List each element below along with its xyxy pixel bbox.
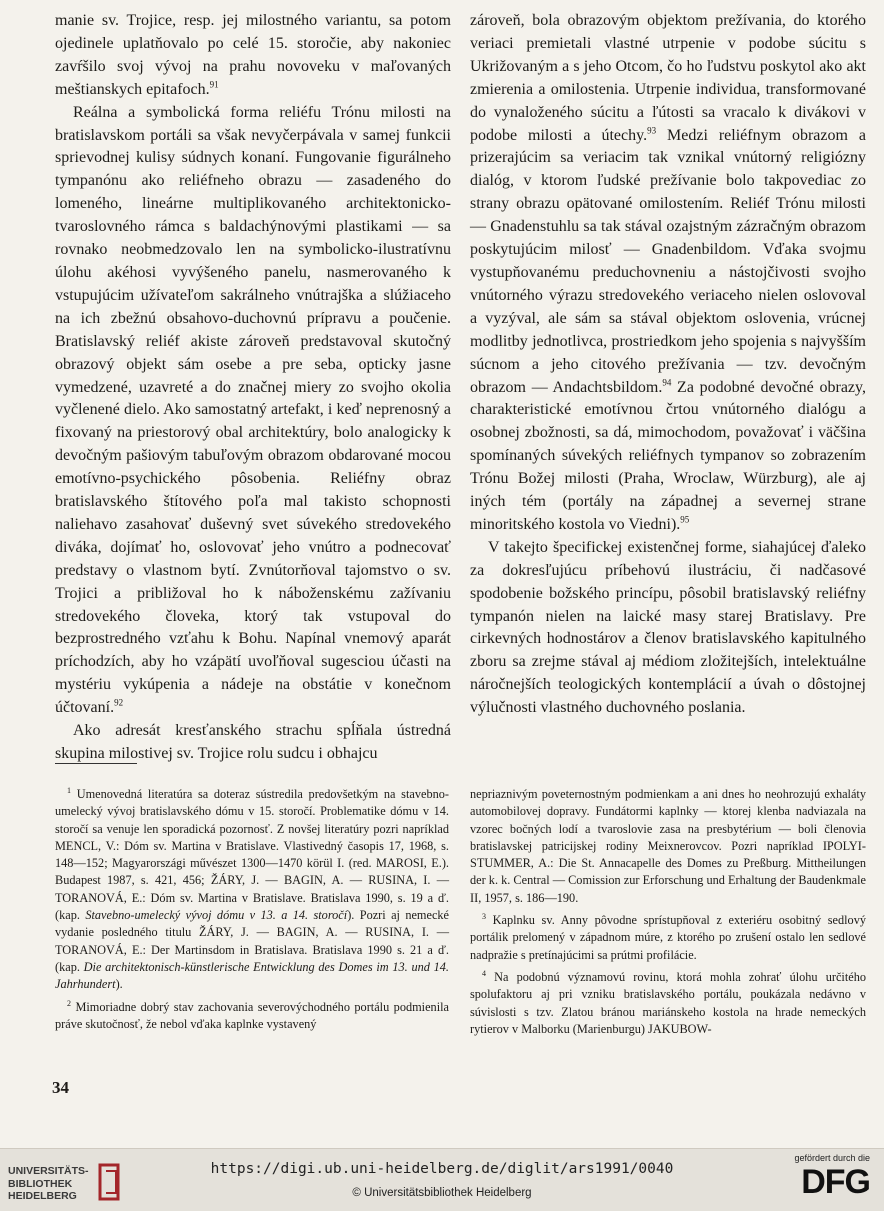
footnotes-right (470, 786, 866, 1043)
copyright-notice: © Universitätsbibliothek Heidelberg (352, 1187, 532, 1199)
page-number: 34 (52, 1078, 69, 1097)
paragraph: manie sv. Trojice, resp. jej milostného variantu, sa potom ojedinele uplatňovalo po celé 15. storočie, aby nakoniec zavŕšilo svoj vývoj na prahu novoveku v maľovaných meštianskych epitafoch.$^{91}$ (55, 12, 451, 98)
paragraph: V takejto špecifickej existenčnej forme, siahajúcej ďaleko za dokresľujúcu príbehovú ilustráciu, či nadčasové spodobenie božského princípu, pôsobil bratislavský reliéfny tympanón nielen na laické masy starej Bratislavy. Pre cirkevných hodnostárov a členov bratislavského kapitulného zboru sa zrejme stával aj médiom zložitejších, intelektuálne náročnejších teologických kontemplácií a úvah o dôstojnej výlučnosti vlastného duchovného poslania. (470, 538, 866, 717)
permalink-url[interactable]: https://digi.ub.uni-heidelberg.de/diglit/ars1991/0040 (210, 1161, 674, 1177)
viewer-footer (0, 1148, 884, 1211)
footnote-ref[interactable]: 94 (662, 377, 672, 388)
footnote-ref[interactable]: 93 (647, 125, 657, 136)
paragraph: Reálna a symbolická forma reliéfu Trónu milosti na bratislavskom portáli sa však nevyčerpávala v samej funkcii sprievodnej kulisy súdnych konaní. Fungovanie figurálneho tympanónu ako reliéfneho obrazu — zasadeného do lomeného, lineárne multiplikovaného architektonicko-tvaroslovného rámca s baldachýnovými plastikami — sa rovnako neobmedzovalo len na symbolicko-ilustratívnu úlohu akéhosi vyvýšeného panelu, nasmerovaného k vstupujúcim užívateľom sakrálneho vnútrajška a slúžiaceho na ich zbežnú obsahovo-duchovnú prípravu a poučenie. Bratislavský reliéf akiste zároveň predstavoval skutočný obrazový objekt sám osebe a pre seba, opticky jasne vymedzené, uzavreté a do značnej miery zo svojho okolia vyčlenené dielo. Ako samostatný artefakt, i keď neprenosný a fixovaný na priestorový obal architektúry, bolo analogicky k devočným pašiovým tabuľovým obrazom obdarované mocou emotívno-psychického pôsobenia. Reliéfny obraz bratislavského štítového poľa mal takisto schopnosti naliehavo zasahovať duševný svet súvekého stredovekého diváka, dojímať ho, oslovovať jeho vnútro a podnecovať predstavy o vlastnom bytí. Zvnútorňoval tajomstvo o sv. Trojici a približoval ho k náboženskému zažívaniu stredovekého človeka, ktorý tak vstupoval do bezprostredného vzťahu k Bohu. Napínal vnemový aparát príchodzích, aby ho vzápätí uvoľňoval sugesciou účasti na mystériu vykúpenia a nádeje na obstátie v konečnom účtovaní.$^{92}$ (55, 103, 451, 717)
footnote: $^1$ Umenovedná literatúra sa doteraz sústredila predovšetkým na stavebno-umelecký vývoj bratislavského dómu v 15. storočí. Problematike dómu v 14. storočí sa venuje len sporadická pozornosť. Z novšej literatúry pozri napríklad MENCL, V.: Dóm sv. Martina v Bratislave. Vlastivedný časopis 17, 1968, s. 148—152; Magyarországi művészet 1300—1470 körül I. (red. MAROSI, E.). Budapest 1987, s. 421, 456; ŽÁRY, J. — BAGIN, A. — RUSINA, I. — TORANOVÁ, E.: Dóm sv. Martina v Bratislave. Bratislava 1990, s. 19 a ď. (kap. Stavebno-umelecký vývoj dómu v 13. a 14. storočí). Pozri aj nemecké vydanie posledného titulu ŽÁRY, J. — BAGIN, A. — RUSINA, I. — TORANOVÁ, E.: Der Martinsdom in Bratislava. Bratislava 1990 s. 21 a ď. (kap. Die architektonisch-künstlerische Entwicklung des Domes im 13. und 14. Jahrhundert). (55, 785, 450, 992)
footnote: $^2$ Mimoriadne dobrý stav zachovania severovýchodného portálu podmienila práve skutočnosť, že nebol vďaka kaplnke vystavený (55, 998, 449, 1031)
paragraph: zároveň, bola obrazovým objektom prežívania, do ktorého veriaci premietali vlastné utrpenie v podobe súcitu s Ukrižovaným a s jeho Otcom, čo ho ľudstvu poskytol ako akt zmierenia a omilostenia. Utrpenie individua, transformované do vynaloženého súcitu a ľútosti sa vracalo k divákovi v podobe milosti a útechy.$^{93}$ Medzi reliéfnym obrazom a prizerajúcim sa veriacim tak vznikal vnútorný religiózny dialóg, v ktorom ľudské prežívanie bolo takpovediac zo strany obrazu opätované omilostením. Reliéf Trónu milosti — Gnadenstuhlu sa tak stával ozajstným zázračným obrazom poskytujúcim milosť — Gnadenbildom. Vďaka svojmu vystupňovanému preduchovneniu a nástojčivosti svojho vnútorného výrazu stredovekého veriaceho nielen oslovoval a vyzýval, ale sám sa stával objektom oslovenia, vrúcnej modlitby jednotlivca, prostriedkom jeho spojenia s najvyšším súcnom a jeho citového prežívania — tzv. devočným obrazom — Andachtsbildom.$^{94}$ Za podobné devočné obrazy, charakteristické emotívnou črtou vnútorného dialógu a osobnej zbožnosti, sa dá, mimochodom, považovať i väčšina spomínaných súvekých reliéfnych tympanov so zobrazením Trónu Božej milosti (Praha, Wroclaw, Würzburg), ale aj iných tém (portály na západnej a severnej strane minoritského kostola vo Viedni).$^{95}$ (470, 12, 867, 533)
library-logo[interactable]: UNIVERSITÄTS- BIBLIOTHEK HEIDELBERG (8, 1159, 128, 1203)
footnotes-left (55, 786, 449, 1038)
right-column (470, 10, 866, 720)
footnote-ref[interactable]: 91 (209, 79, 219, 90)
footnote: $^3$ Kaplnku sv. Anny pôvodne sprístupňoval z exteriéru osobitný sedlový portálik prelomený v západnom múre, z ktorého po zrušení ostalo len sedlové nadpražie s pretínajúcimi sa prútmi profilácie. (470, 911, 866, 962)
footnote-ref[interactable]: 95 (680, 514, 690, 525)
footnote: nepriaznivým poveternostným podmienkam a ani dnes ho neohrozujú exhaláty automobilovej dopravy. Fundátormi kaplnky — ktorej klenba nadviazala na vzorec bočných lodí a tvaroslovie zasa na presbytérium — boli členovia bratislavskej patricijskej rodiny Meixnerovcov. Pozri napríklad IPOLYI-STUMMER, A.: Die St. Annacapelle des Domes zu Preßburg. Mittheilungen der k. k. Central — Comission zur Erforschung und Erhaltung der Baudenkmale II, 1957, s. 186—190. (470, 787, 866, 905)
paragraph: Ako adresát kresťanského strachu spĺňala ústredná skupina milostivej sv. Trojice rolu sudcu i obhajcu (55, 722, 451, 762)
footnote-ref[interactable]: 92 (114, 697, 124, 708)
dfg-logo[interactable]: gefördert durch die DFG (794, 1153, 870, 1201)
left-column (55, 10, 451, 766)
footnote: $^4$ Na podobnú významovú rovinu, ktorá mohla zohrať úlohu určitého spolufaktoru aj pri vzniku bratislavského portálu, poukázala nedávno v súvislosti s tzv. Zlatou bránou mariánskeho kostola na hrade nemeckých rytierov v Malborku (Marienburgu) JAKUBOW- (470, 968, 866, 1036)
footnote-separator (55, 763, 137, 764)
